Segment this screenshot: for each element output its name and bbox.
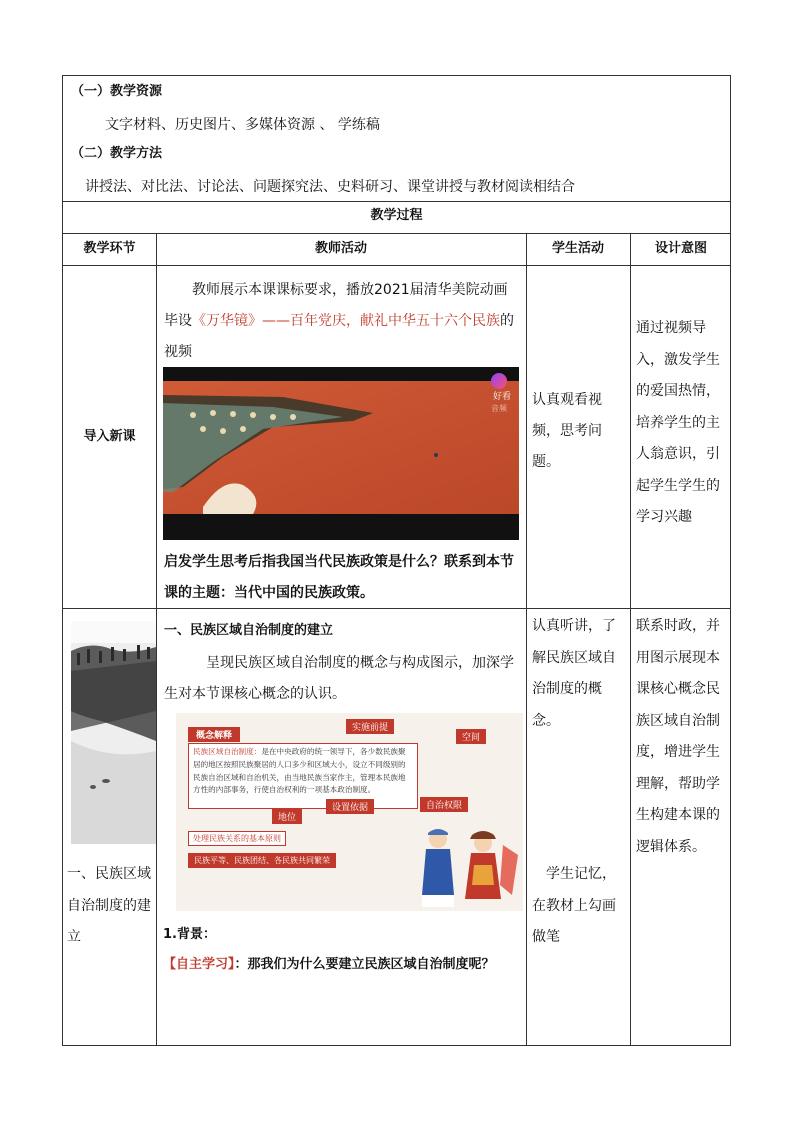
principle-text: 民族平等、民族团结、各民族共同繁荣 <box>188 853 336 868</box>
label-position: 地位 <box>272 809 302 824</box>
resources-content: 文字材料、历史图片、多媒体资源 、 学练稿 <box>105 117 380 133</box>
teacher-activity-after: 启发学生思考后指我国当代民族政策是什么？联系到本节课的主题：当代中国的民族政策。 <box>164 554 514 601</box>
methods-heading: （二）教学方法 <box>71 146 163 161</box>
label-basis: 设置依据 <box>326 799 374 814</box>
methods-content: 讲授法、对比法、讨论法、问题探究法、史料研习、课堂讲授与教材阅读相结合 <box>85 179 575 195</box>
historical-photo-art <box>71 621 156 844</box>
process-title: 教学过程 <box>370 208 423 223</box>
column-header: 学生活动 <box>551 241 604 256</box>
play-logo-icon <box>491 373 507 389</box>
concept-text: 是在中央政府的统一领导下，各少数民族聚居的地区按照民族聚居的人口多少和区域大小，设立不同级别的民族自治区域和自治机关，由当地民族当家作主，管理本民族地方性的内部事务，行使自治权利的一项基本政治制度。 <box>193 747 406 795</box>
lesson-table <box>62 75 731 1046</box>
student-activity: 认真观看视频，思考问题。 <box>532 392 602 470</box>
video-sub-text: 音频 <box>491 404 507 413</box>
teacher-activity-text: 呈现民族区域自治制度的概念与构成图示，加深学生对本节课核心概念的认识。 <box>164 655 514 702</box>
principle-title: 处理民族关系的基本原则 <box>188 831 286 846</box>
teacher-intro-tail: 的视频 <box>164 313 514 360</box>
design-intent: 联系时政，并用图示展现本课核心概念民族区域自治制度，增进学生理解，帮助学生构建本课的逻辑体系。 <box>636 618 720 855</box>
column-header: 设计意图 <box>654 241 707 256</box>
divider <box>630 233 631 1045</box>
teacher-intro-text: 教师展示本课课标要求，播放2021届清华美院动画毕设 <box>164 282 508 329</box>
ethnic-figures-illustration <box>408 825 523 911</box>
label-right: 自治权限 <box>420 797 468 812</box>
self-study-question: ：那我们为什么要建立民族区域自治制度呢？ <box>234 957 495 972</box>
label-space: 空间 <box>456 729 486 744</box>
background-title: 1.背景： <box>163 927 216 942</box>
video-frame[interactable] <box>163 367 519 540</box>
video-logo-text: 好看 <box>492 392 511 402</box>
design-intent: 通过视频导入，激发学生的爱国热情，培养学生的主人翁意识，引起学生学生的学习兴趣 <box>636 320 720 525</box>
video-title: 《万华镜》——百年党庆，献礼中华五十六个民族 <box>192 313 500 329</box>
historical-photo <box>71 621 156 844</box>
concept-slide <box>176 713 523 911</box>
video-still <box>163 367 519 540</box>
section-heading: 一、民族区域自治制度的建立 <box>164 623 334 638</box>
divider <box>156 233 157 1045</box>
divider <box>63 201 730 202</box>
resources-heading: （一）教学资源 <box>71 84 163 99</box>
concept-tag: 概念解释 <box>188 727 240 742</box>
self-study <box>163 952 495 978</box>
teacher-activity-intro <box>164 275 520 368</box>
concept-definition <box>188 743 418 809</box>
self-study-tag: 【自主学习】 <box>163 957 235 972</box>
column-header: 教学环节 <box>83 241 136 256</box>
stage-label: 一、民族区域自治制度的建立 <box>67 866 151 945</box>
concept-prefix: 民族区域自治制度： <box>193 747 262 756</box>
divider <box>526 233 527 1045</box>
column-header: 教师活动 <box>314 241 367 256</box>
label-premise: 实施前提 <box>346 719 394 734</box>
student-activity: 认真听讲，了解民族区域自治制度的概念。 <box>532 618 616 729</box>
stage-label: 导入新课 <box>83 429 136 444</box>
student-activity: 学生记忆，在教材上勾画做笔 <box>532 866 616 945</box>
